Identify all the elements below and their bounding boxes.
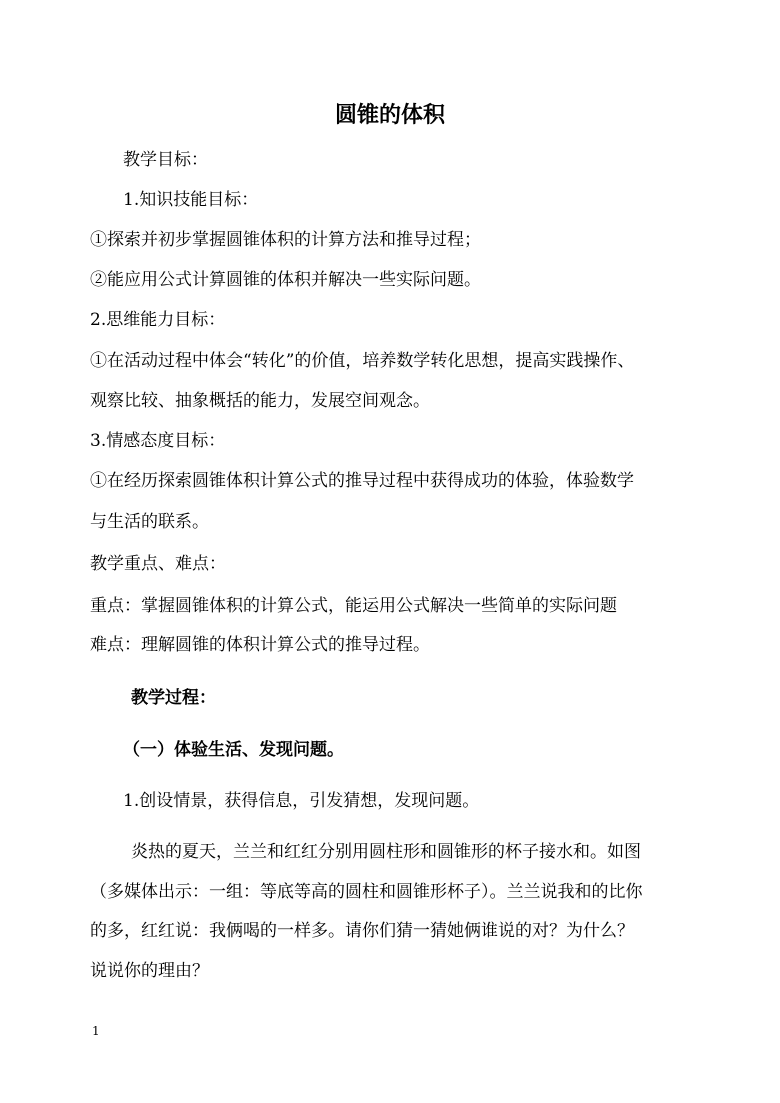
paragraph-key-point: 重点：掌握圆锥体积的计算公式，能运用公式解决一些简单的实际问题 <box>90 596 617 616</box>
section-experience-life: （一）体验生活、发现问题。 <box>123 740 344 760</box>
paragraph-emotion-goal: 3.情感态度目标： <box>90 431 226 451</box>
paragraph-key-points-heading: 教学重点、难点： <box>90 554 226 574</box>
paragraph-story-line-3: 的多，红红说：我俩喝的一样多。请你们猜一猜她俩谁说的对？为什么？ <box>90 921 634 941</box>
paragraph-story-line-1: 炎热的夏天，兰兰和红红分别用圆柱形和圆锥形的杯子接水和。如图 <box>131 842 641 862</box>
paragraph-step-1: 1.创设情景，获得信息，引发猜想，发现问题。 <box>123 791 480 811</box>
paragraph-thinking-item-1-line-2: 观察比较、抽象概括的能力，发展空间观念。 <box>90 391 430 411</box>
page-number: 1 <box>92 1024 100 1038</box>
document-title: 圆锥的体积 <box>334 103 445 128</box>
paragraph-thinking-goal: 2.思维能力目标： <box>90 310 226 330</box>
section-teaching-process: 教学过程： <box>131 688 216 708</box>
paragraph-story-line-2: （多媒体出示：一组：等底等高的圆柱和圆锥形杯子）。兰兰说我和的比你 <box>90 882 643 902</box>
paragraph-knowledge-item-2: ②能应用公式计算圆锥的体积并解决一些实际问题。 <box>90 270 481 290</box>
paragraph-knowledge-goal: 1.知识技能目标： <box>123 190 259 210</box>
paragraph-teaching-goals-heading: 教学目标： <box>123 150 208 170</box>
paragraph-emotion-item-1-line-1: ①在经历探索圆锥体积计算公式的推导过程中获得成功的体验，体验数学 <box>90 471 634 491</box>
paragraph-knowledge-item-1: ①探索并初步掌握圆锥体积的计算方法和推导过程； <box>90 230 481 250</box>
paragraph-difficult-point: 难点：理解圆锥的体积计算公式的推导过程。 <box>90 635 430 655</box>
paragraph-emotion-item-1-line-2: 与生活的联系。 <box>90 512 209 532</box>
paragraph-thinking-item-1-line-1: ①在活动过程中体会“转化”的价值，培养数学转化思想，提高实践操作、 <box>90 351 635 371</box>
paragraph-story-line-4: 说说你的理由？ <box>90 961 209 981</box>
